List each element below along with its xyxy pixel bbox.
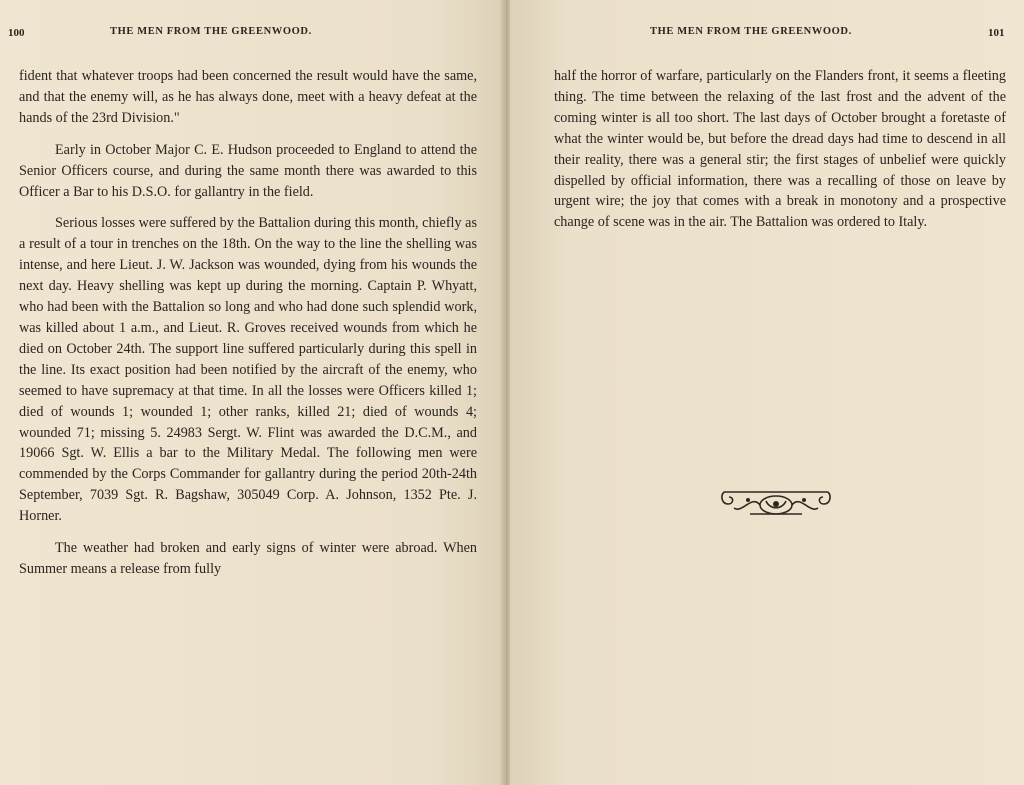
right-page-text (554, 66, 1006, 244)
page-number-right: 101 (988, 27, 1005, 39)
running-head-left: THE MEN FROM THE GREENWOOD. (110, 26, 312, 37)
paragraph: half the horror of warfare, particularly on the Flanders front, it seems a fleeting thing. The time between the relaxing of the last frost and the advent of the coming winter is all too short. The last days of October brought a foretaste of what the winter would be, but before the dread days had time to descend in all their reality, there was a general stir; the first stages of unbelief were quickly dispelled by official information, there was a recalling of those on leave by urgent wire; the joy that comes with a break in monotony and a prospective change of scene was in the air. The Battalion was ordered to Italy. (554, 68, 1006, 231)
right-page (510, 0, 1024, 785)
paragraph: The weather had broken and early signs of winter were abroad. When Summer means a release from fully (19, 540, 477, 577)
ornament-icon (720, 484, 832, 520)
paragraph: fident that whatever troops had been concerned the result would have the same, and that the enemy will, as he has always done, meet with a heavy defeat at the hands of the 23rd Division." (19, 68, 477, 126)
paragraph: Serious losses were suffered by the Battalion during this month, chiefly as a result of a tour in trenches on the 18th. On the way to the line the shelling was intense, and here Lieut. J. W. Jackson was wounded, dying from his wounds the next day. Heavy shelling was kept up during the morning. Captain P. Whyatt, who had been with the Battalion so long and who had done such splendid work, was killed about 1 a.m., and Lieut. R. Groves received wounds from which he died on October 24th. The support line suffered particularly during this spell in the line. Its exact position had been notified by the aircraft of the enemy, who seemed to have supremacy at that time. In all the losses were Officers killed 1; died of wounds 1; wounded 1; other ranks, killed 21; died of wounds 4; wounded 71; missing 5. 24983 Sergt. W. Flint was awarded the D.C.M., and 19066 Sgt. W. Ellis a bar to the Military Medal. The following men were commended by the Corps Commander for gallantry during the period 20th-24th September, 7039 Sgt. R. Bagshaw, 305049 Corp. A. Johnson, 1352 Pte. J. Horner. (19, 215, 477, 525)
left-page (0, 0, 505, 785)
page-number-left: 100 (8, 27, 25, 39)
left-page-text (19, 66, 477, 591)
paragraph: Early in October Major C. E. Hudson proceeded to England to attend the Senior Officers course, and during the same month there was awarded to this Officer a Bar to his D.S.O. for gallantry in the field. (19, 141, 477, 200)
running-head-right: THE MEN FROM THE GREENWOOD. (650, 26, 852, 37)
